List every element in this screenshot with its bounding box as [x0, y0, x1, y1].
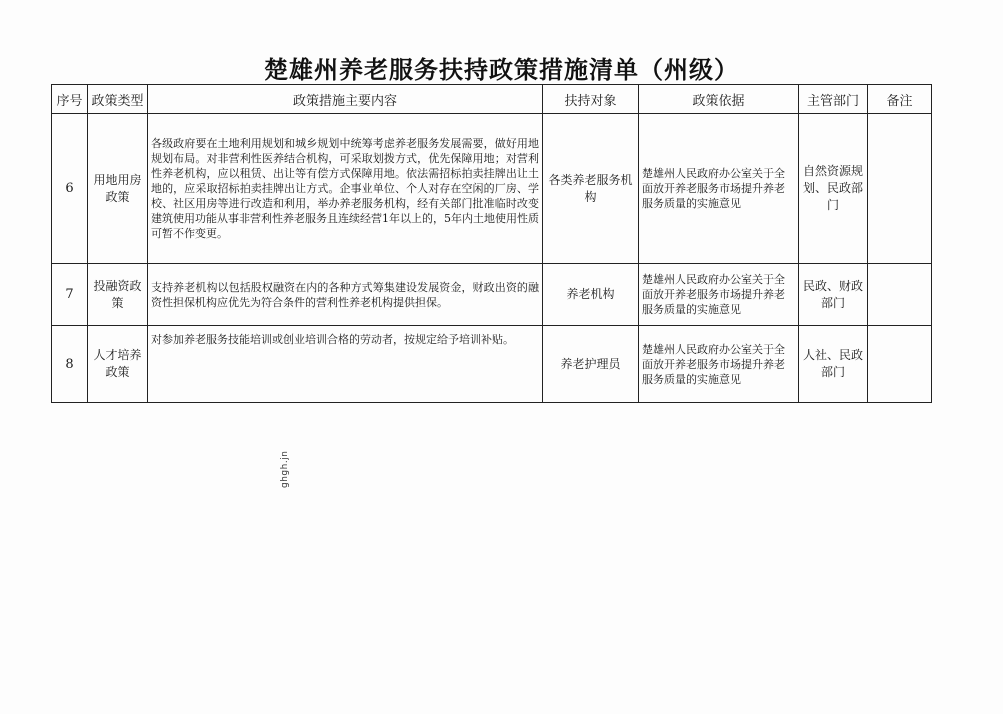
row-type: 投融资政策	[88, 264, 148, 326]
table-header-row	[52, 85, 932, 114]
row-remark	[868, 264, 932, 326]
header-target: 扶持对象	[543, 85, 639, 114]
row-basis: 楚雄州人民政府办公室关于全面放开养老服务市场提升养老服务质量的实施意见	[639, 264, 799, 326]
table-row	[52, 326, 932, 403]
row-dept: 民政、财政部门	[799, 264, 868, 326]
row-content: 对参加养老服务技能培训或创业培训合格的劳动者，按规定给予培训补贴。	[148, 326, 543, 403]
row-no: 8	[52, 326, 88, 403]
row-target: 养老护理员	[543, 326, 639, 403]
row-basis: 楚雄州人民政府办公室关于全面放开养老服务市场提升养老服务质量的实施意见	[639, 114, 799, 264]
header-basis: 政策依据	[639, 85, 799, 114]
row-no: 6	[52, 114, 88, 264]
row-no: 7	[52, 264, 88, 326]
row-basis: 楚雄州人民政府办公室关于全面放开养老服务市场提升养老服务质量的实施意见	[639, 326, 799, 403]
row-target: 养老机构	[543, 264, 639, 326]
header-remark: 备注	[868, 85, 932, 114]
row-type: 用地用房政策	[88, 114, 148, 264]
table-row	[52, 264, 932, 326]
row-content: 支持养老机构以包括股权融资在内的各种方式筹集建设发展资金，财政出资的融资性担保机构应优先为符合条件的营利性养老机构提供担保。	[148, 264, 543, 326]
row-remark	[868, 114, 932, 264]
row-remark	[868, 326, 932, 403]
row-dept: 人社、民政部门	[799, 326, 868, 403]
header-type: 政策类型	[88, 85, 148, 114]
row-content: 各级政府要在土地利用规划和城乡规划中统筹考虑养老服务发展需要，做好用地规划布局。对非营利性医养结合机构，可采取划拨方式，优先保障用地；对营利性养老机构，应以租赁、出让等有偿方式保障用地。依法需招标拍卖挂牌出让土地的，应采取招标拍卖挂牌出让方式。企事业单位、个人对存在空闲的厂房、学校、社区用房等进行改造和利用，举办养老服务机构，经有关部门批准临时改变建筑使用功能从事非营利性养老服务且连续经营1年以上的，5年内土地使用性质可暂不作变更。	[148, 114, 543, 264]
policy-table	[51, 84, 932, 403]
header-content: 政策措施主要内容	[148, 85, 543, 114]
margin-stamp: ghgh.jn	[280, 450, 290, 488]
row-target: 各类养老服务机构	[543, 114, 639, 264]
row-type: 人才培养政策	[88, 326, 148, 403]
row-dept: 自然资源规划、民政部门	[799, 114, 868, 264]
document-title: 楚雄州养老服务扶持政策措施清单（州级）	[264, 55, 739, 84]
header-no: 序号	[52, 85, 88, 114]
table-row	[52, 114, 932, 264]
header-dept: 主管部门	[799, 85, 868, 114]
